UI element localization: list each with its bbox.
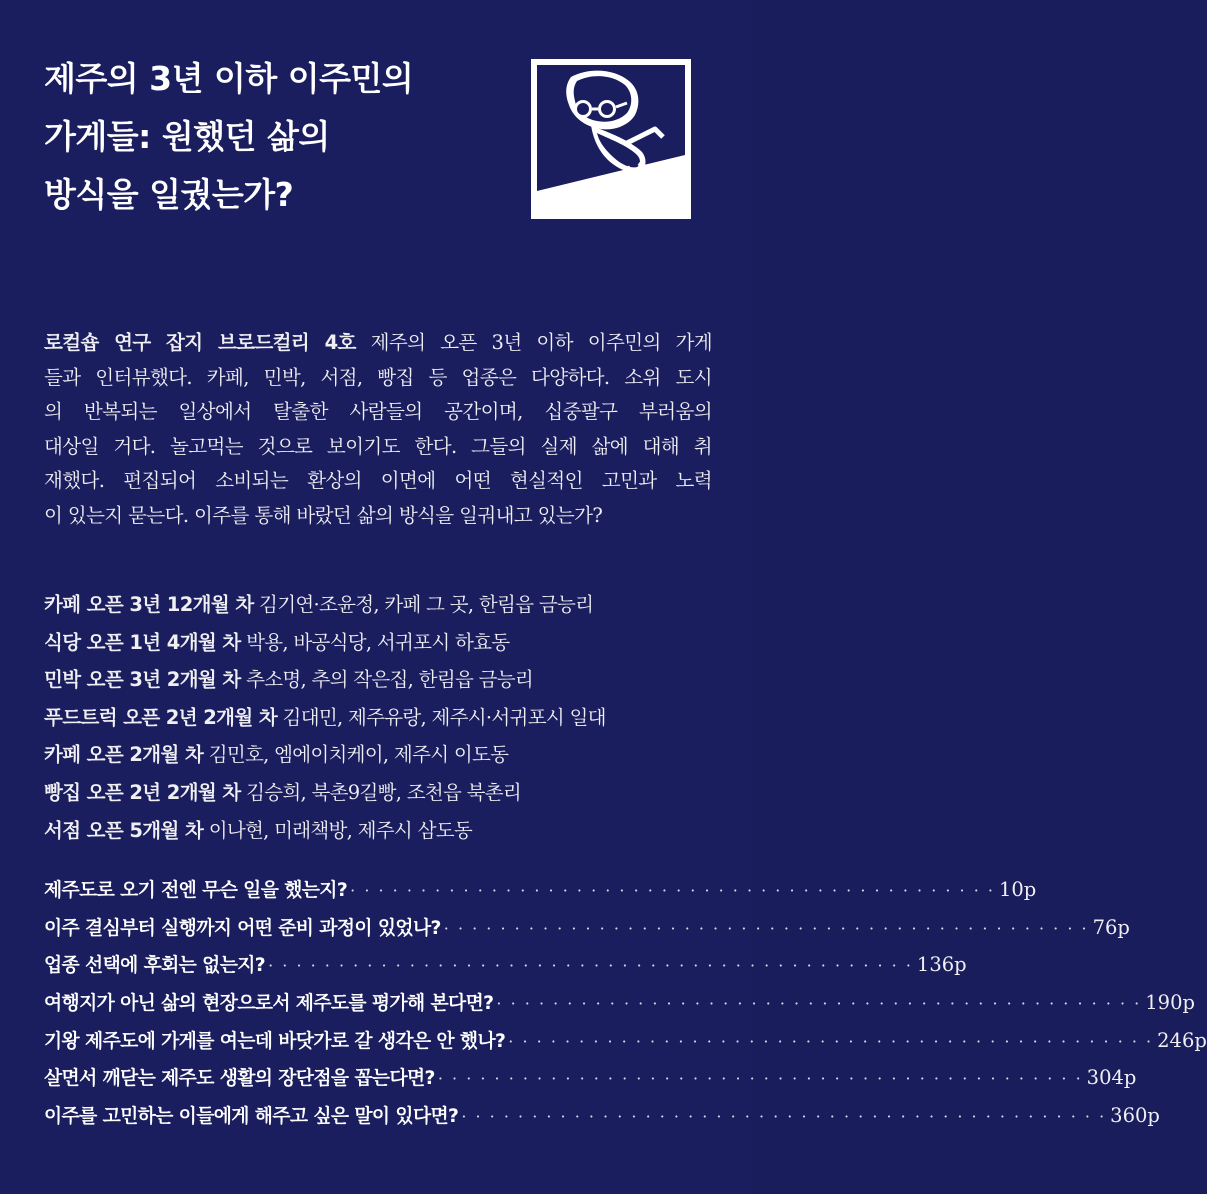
store-label: 푸드트럭 오픈 2년 2개월 차 <box>44 705 278 729</box>
toc-page: 10p <box>998 878 1037 901</box>
store-item <box>44 774 712 812</box>
store-list <box>44 586 712 849</box>
toc-page: 76p <box>1092 915 1130 939</box>
store-label: 서점 오픈 5개월 차 <box>44 818 204 842</box>
intro-line-2: 들과 인터뷰했다. 카페, 민박, 서점, 빵집 등 업종은 다양하다. 소위 도시 <box>44 365 712 389</box>
toc-entry <box>44 1097 1160 1135</box>
store-item <box>44 812 712 850</box>
toc-page: 246p <box>1157 1028 1207 1052</box>
toc-page: 304p <box>1086 1066 1137 1090</box>
store-label: 카페 오픈 2개월 차 <box>44 743 204 767</box>
running-figure-illustration <box>531 59 691 219</box>
intro-line-3: 의 반복되는 일상에서 탈출한 사람들의 공간이며, 십중팔구 부러움의 <box>44 400 712 424</box>
toc-question: 이주 결심부터 실행까지 어떤 준비 과정이 있었나? <box>44 917 441 939</box>
store-label: 민박 오픈 3년 2개월 차 <box>44 668 241 692</box>
store-detail: 이나현, 미래책방, 제주시 삼도동 <box>203 818 472 842</box>
intro-line-1-rest: 제주의 오픈 3년 이하 이주민의 가게 <box>355 331 712 354</box>
store-detail: 김대민, 제주유랑, 제주시·서귀포시 일대 <box>277 705 606 729</box>
toc-leader: · · · · · · · · · · · · · · · · · · · · · · · · · · · · · · · · · · · · · · · · · · · · · · <box>496 994 1142 1014</box>
toc-entry <box>44 946 967 984</box>
toc-entry <box>44 871 1037 909</box>
intro-line-5: 재했다. 편집되어 소비되는 환상의 이면에 어떤 현실적인 고민과 노력 <box>44 469 712 493</box>
store-label: 빵집 오픈 2년 2개월 차 <box>44 780 241 804</box>
toc-entry <box>44 1022 1207 1060</box>
toc-page: 136p <box>916 953 967 977</box>
intro-lead: 로컬숍 연구 잡지 브로드컬리 4호 <box>44 331 356 354</box>
toc-question: 살면서 깨닫는 제주도 생활의 장단점을 꼽는다면? <box>44 1068 435 1090</box>
toc-question: 이주를 고민하는 이들에게 해주고 싶은 말이 있다면? <box>44 1106 459 1128</box>
store-detail: 김기연·조윤정, 카페 그 곳, 한림읍 금능리 <box>253 593 594 616</box>
intro-paragraph <box>44 326 712 534</box>
toc-leader: · · · · · · · · · · · · · · · · · · · · · · · · · · · · · · · · · · · · · · · · · · · · · · <box>443 918 1089 938</box>
title-line-2: 가게들: 원했던 삶의 <box>44 117 330 156</box>
toc-leader: · · · · · · · · · · · · · · · · · · · · · · · · · · · · · · · · · · · · · · · · · · · · · · <box>350 881 995 900</box>
store-item <box>44 736 712 774</box>
table-of-contents <box>44 871 1207 1135</box>
toc-question: 여행지가 아닌 삶의 현장으로서 제주도를 평가해 본다면? <box>44 993 494 1015</box>
intro-line-6: 이 있는지 묻는다. 이주를 통해 바랐던 삶의 방식을 일궈내고 있는가? <box>44 503 603 527</box>
toc-page: 360p <box>1110 1104 1160 1128</box>
toc-entry <box>44 1059 1137 1097</box>
toc-leader: · · · · · · · · · · · · · · · · · · · · · · · · · · · · · · · · · · · · · · · · · · · · · · <box>461 1107 1107 1127</box>
toc-entry <box>44 909 1130 947</box>
store-detail: 김민호, 엠에이치케이, 제주시 이도동 <box>203 743 509 767</box>
toc-question: 업종 선택에 후회는 없는지? <box>44 955 266 977</box>
toc-leader: · · · · · · · · · · · · · · · · · · · · · · · · · · · · · · · · · · · · · · · · · · · · · · <box>508 1031 1154 1051</box>
store-detail: 김승희, 북촌9길빵, 조천읍 북촌리 <box>240 780 522 804</box>
store-item <box>44 661 712 699</box>
intro-line-1 <box>44 326 712 361</box>
page-title <box>44 50 514 224</box>
toc-page: 190p <box>1145 991 1195 1015</box>
store-detail: 추소명, 추의 작은집, 한림읍 금능리 <box>240 668 534 692</box>
title-line-3: 방식을 일궜는가? <box>44 175 294 214</box>
toc-entry <box>44 984 1195 1022</box>
store-label: 식당 오픈 1년 4개월 차 <box>44 630 241 654</box>
toc-leader: · · · · · · · · · · · · · · · · · · · · · · · · · · · · · · · · · · · · · · · · · · · · · · <box>437 1069 1083 1089</box>
store-item <box>44 624 712 662</box>
intro-line-4: 대상일 거다. 놀고먹는 것으로 보이기도 한다. 그들의 실제 삶에 대해 취 <box>44 434 712 458</box>
store-item <box>44 699 712 737</box>
store-item <box>44 586 712 624</box>
toc-leader: · · · · · · · · · · · · · · · · · · · · · · · · · · · · · · · · · · · · · · · · · · · · · · <box>268 956 913 976</box>
toc-question: 기왕 제주도에 가게를 여는데 바닷가로 갈 생각은 안 했나? <box>44 1030 506 1052</box>
store-label: 카페 오픈 3년 12개월 차 <box>44 593 254 616</box>
running-figure-icon <box>531 59 691 219</box>
store-detail: 박용, 바공식당, 서귀포시 하효동 <box>240 630 510 654</box>
title-line-1: 제주의 3년 이하 이주민의 <box>44 59 414 98</box>
toc-question: 제주도로 오기 전엔 무슨 일을 했는지? <box>44 880 348 901</box>
